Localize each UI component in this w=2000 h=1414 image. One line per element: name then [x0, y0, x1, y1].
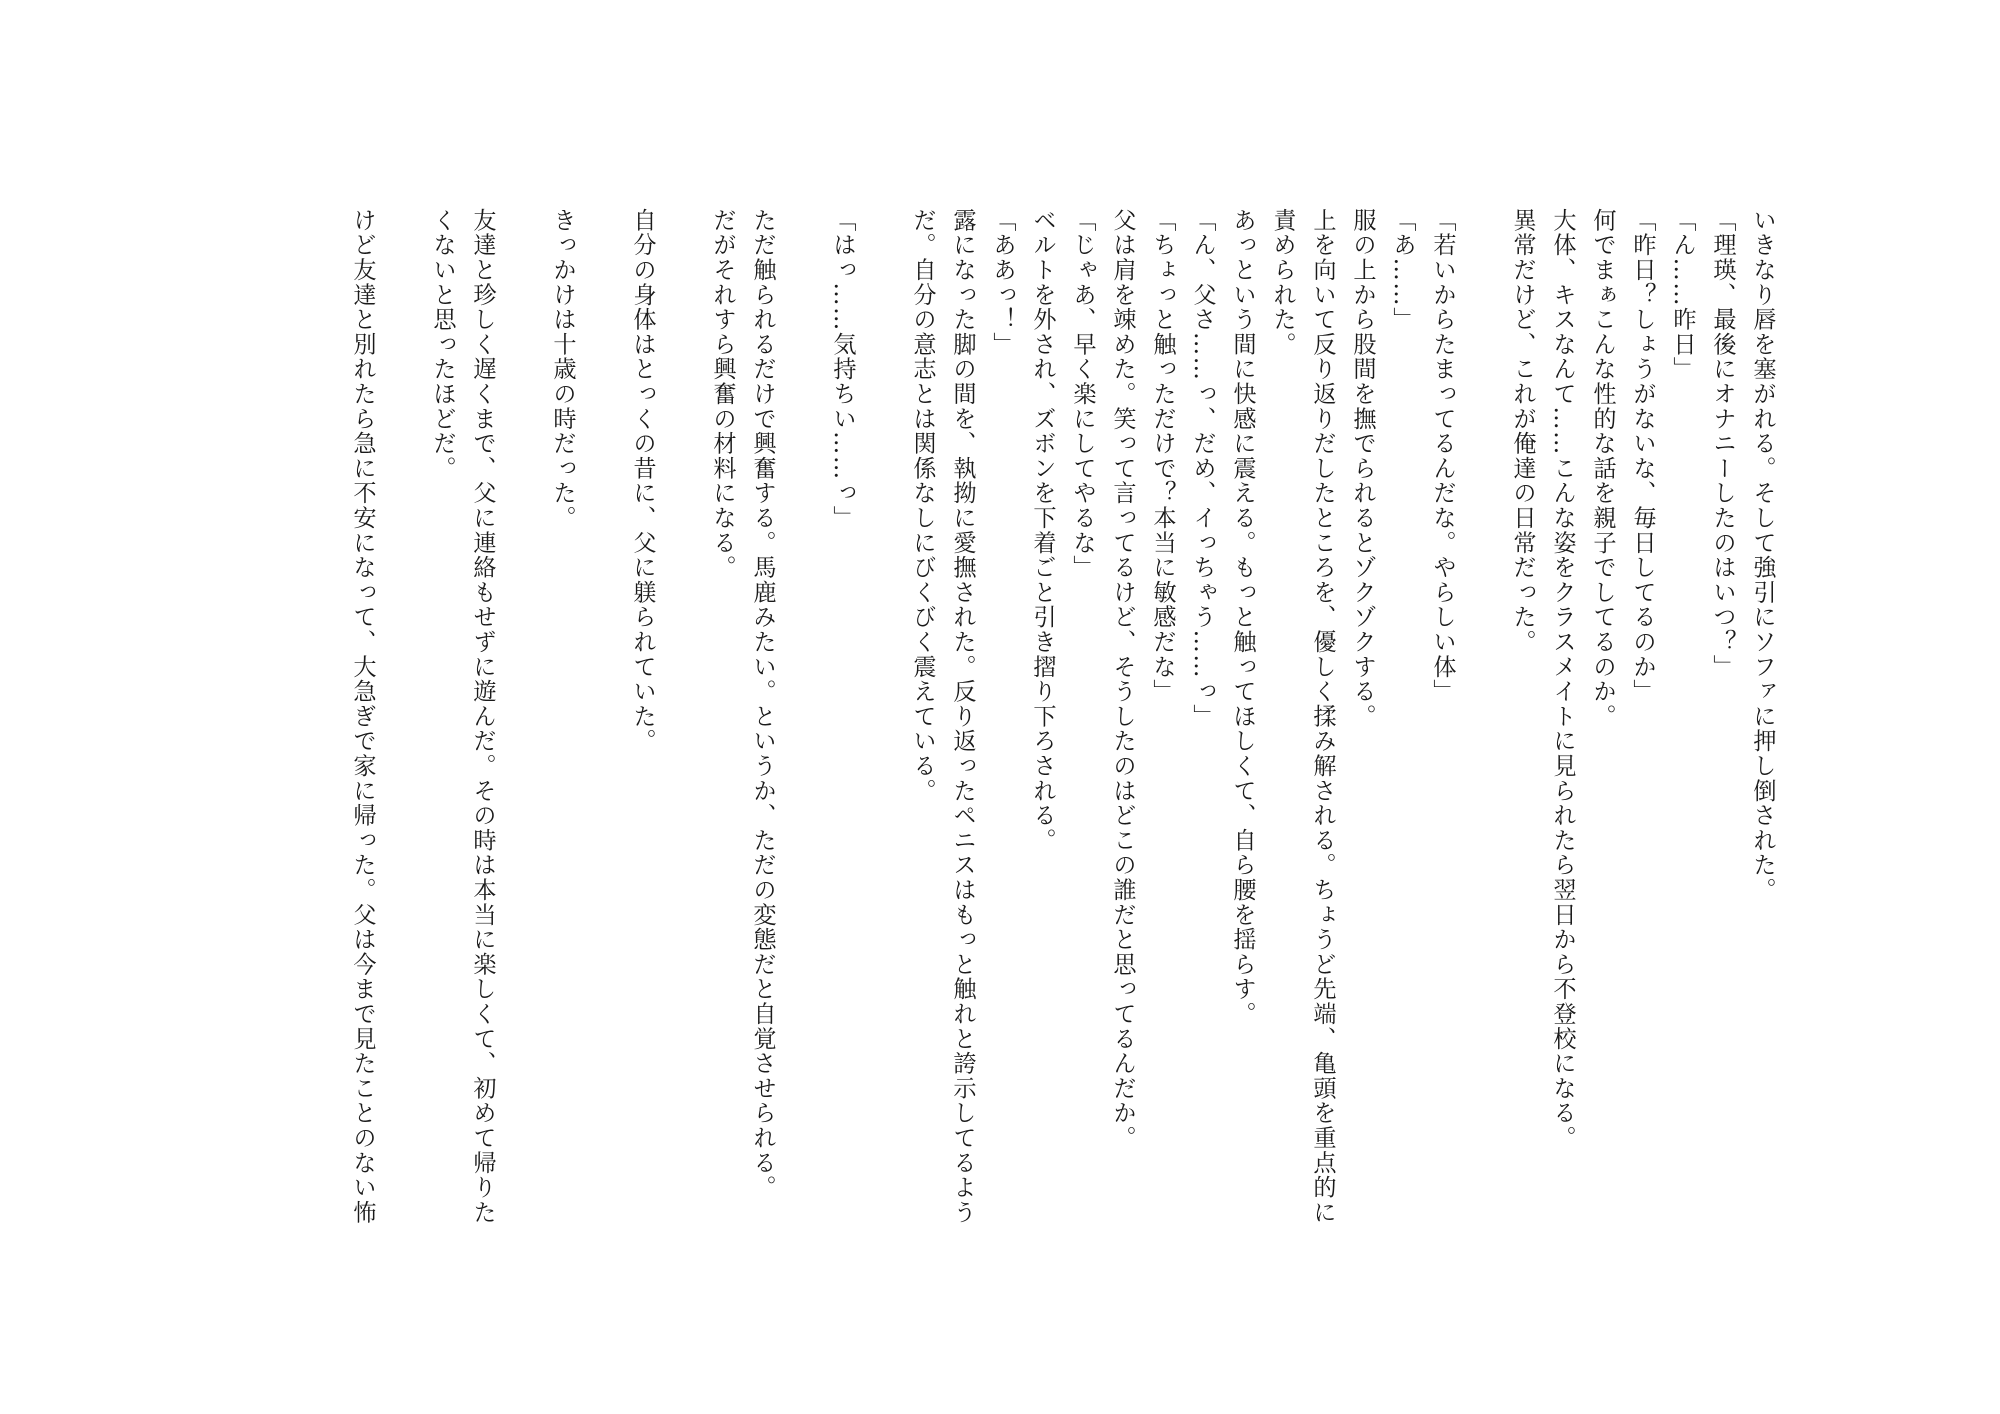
text-line: いきなり唇を塞がれる。そして強引にソファに押し倒された。: [1749, 208, 1776, 903]
text-line: 「ん、父さ……っ、だめ、イっちゃう……っ」: [1189, 208, 1216, 729]
text-line: 「あ……」: [1389, 208, 1416, 332]
text-line: 「ああっ！」: [989, 208, 1016, 357]
text-line: 自分の身体はとっくの昔に、父に躾られていた。: [629, 208, 656, 754]
text-line: あっという間に快感に震える。もっと触ってほしくて、自ら腰を揺らす。: [1229, 208, 1256, 1027]
text-line: 「ちょっと触っただけで？本当に敏感だな」: [1149, 208, 1176, 704]
text-line: 上を向いて反り返りだしたところを、優しく揉み解される。ちょうど先端、亀頭を重点的に: [1309, 208, 1336, 1225]
text-line: 露になった脚の間を、執拗に愛撫された。反り返ったペニスはもっと触れと誇示してるよう: [949, 208, 976, 1225]
text-line: ただ触られるだけで興奮する。馬鹿みたい。というか、ただの変態だと自覚させられる。: [749, 208, 776, 1200]
vertical-text-body: [342, 208, 1782, 1248]
blank-line: [662, 208, 702, 1248]
blank-line: [582, 208, 622, 1248]
blank-line: [382, 208, 422, 1248]
text-line: 友達と珍しく遅くまで、父に連絡もせずに遊んだ。その時は本当に楽しくて、初めて帰りた: [469, 208, 496, 1225]
text-line: 何でまぁこんな性的な話を親子でしてるのか。: [1589, 208, 1616, 729]
text-line: 父は肩を竦めた。笑って言ってるけど、そうしたのはどこの誰だと思ってるんだか。: [1109, 208, 1136, 1151]
blank-line: [1462, 208, 1502, 1248]
text-line: だ。自分の意志とは関係なしにびくびく震えている。: [909, 208, 936, 804]
text-line: 責められた。: [1269, 208, 1296, 357]
text-line: だがそれすら興奮の材料になる。: [709, 208, 736, 580]
text-line: 服の上から股間を撫でられるとゾクゾクする。: [1349, 208, 1376, 729]
blank-line: [782, 208, 822, 1248]
text-line: きっかけは十歳の時だった。: [549, 208, 576, 531]
text-line: けど友達と別れたら急に不安になって、大急ぎで家に帰った。父は今まで見たことのない怖: [349, 208, 376, 1225]
text-line: 「理瑛、最後にオナニーしたのはいつ？」: [1709, 208, 1736, 680]
text-line: 「はっ……気持ちい……っ」: [829, 208, 856, 531]
text-line: 大体、キスなんて……こんな姿をクラスメイトに見られたら翌日から不登校になる。: [1549, 208, 1576, 1151]
text-line: くないと思ったほどだ。: [429, 208, 456, 481]
text-line: 「昨日？しょうがないな、毎日してるのか」: [1629, 208, 1656, 704]
text-line: 異常だけど、これが俺達の日常だった。: [1509, 208, 1536, 655]
blank-line: [502, 208, 542, 1248]
text-line: 「若いからたまってるんだな。やらしい体」: [1429, 208, 1456, 704]
text-line: 「ん……昨日」: [1669, 208, 1696, 382]
text-line: 「じゃあ、早く楽にしてやるな」: [1069, 208, 1096, 580]
blank-line: [862, 208, 902, 1248]
text-line: ベルトを外され、ズボンを下着ごと引き摺り下ろされる。: [1029, 208, 1056, 853]
